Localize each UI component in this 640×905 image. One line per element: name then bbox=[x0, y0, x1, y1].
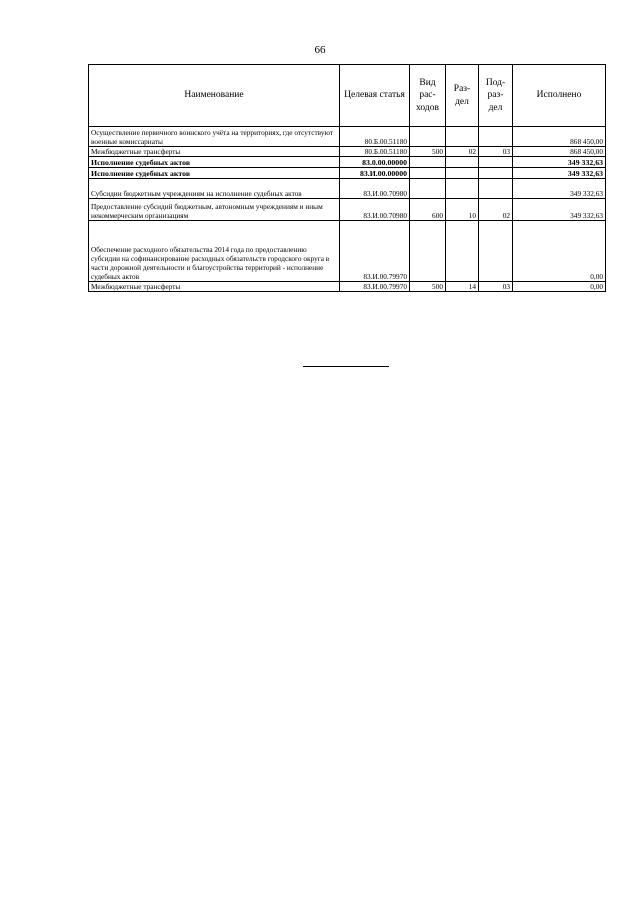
cell-section bbox=[446, 179, 479, 199]
cell-expense-type bbox=[410, 157, 446, 168]
page-number: 66 bbox=[314, 44, 326, 56]
cell-subsection: 03 bbox=[479, 282, 513, 292]
cell-name: Обеспечение расходного обязательства 2014 года по предоставлению субсидии на софинансирование расходных обязательств городского округа в части дорожной деятельности и благоустройства территорий - исполнение судебных актов bbox=[89, 221, 340, 282]
cell-executed: 349 332,63 bbox=[513, 157, 606, 168]
cell-executed: 349 332,63 bbox=[513, 179, 606, 199]
cell-subsection bbox=[479, 168, 513, 179]
cell-subsection bbox=[479, 157, 513, 168]
header-name: Наименование bbox=[89, 65, 340, 127]
cell-executed: 349 332,63 bbox=[513, 168, 606, 179]
cell-executed: 868 450,00 bbox=[513, 127, 606, 147]
table-row bbox=[89, 282, 606, 292]
cell-subsection: 03 bbox=[479, 147, 513, 157]
cell-executed: 0,00 bbox=[513, 221, 606, 282]
cell-executed: 349 332,63 bbox=[513, 199, 606, 221]
table-row bbox=[89, 221, 606, 282]
cell-expense-type bbox=[410, 127, 446, 147]
header-subsection: Под- раз- дел bbox=[479, 65, 513, 127]
cell-expense-type: 500 bbox=[410, 282, 446, 292]
table-row bbox=[89, 157, 606, 168]
table-row bbox=[89, 199, 606, 221]
cell-expense-type: 500 bbox=[410, 147, 446, 157]
cell-section bbox=[446, 168, 479, 179]
cell-target: 83.0.00.00000 bbox=[340, 157, 410, 168]
cell-name: Субсидии бюджетным учреждениям на исполнение судебных актов bbox=[89, 179, 340, 199]
cell-name: Межбюджетные трансферты bbox=[89, 147, 340, 157]
cell-expense-type bbox=[410, 221, 446, 282]
cell-section bbox=[446, 221, 479, 282]
cell-section: 14 bbox=[446, 282, 479, 292]
header-expense-type: Вид рас- ходов bbox=[410, 65, 446, 127]
cell-section: 02 bbox=[446, 147, 479, 157]
cell-target: 83.И.00.00000 bbox=[340, 168, 410, 179]
cell-executed: 0,00 bbox=[513, 282, 606, 292]
header-section: Раз- дел bbox=[446, 65, 479, 127]
cell-target: 80.Б.00.51180 bbox=[340, 127, 410, 147]
separator-line bbox=[303, 366, 389, 367]
budget-table bbox=[88, 64, 606, 292]
cell-target: 80.Б.00.51180 bbox=[340, 147, 410, 157]
cell-expense-type bbox=[410, 168, 446, 179]
cell-target: 83.И.00.70980 bbox=[340, 179, 410, 199]
cell-expense-type: 600 bbox=[410, 199, 446, 221]
cell-subsection bbox=[479, 221, 513, 282]
cell-target: 83.И.00.79970 bbox=[340, 221, 410, 282]
table-header-row bbox=[89, 65, 606, 127]
cell-name: Исполнение судебных актов bbox=[89, 168, 340, 179]
cell-subsection bbox=[479, 127, 513, 147]
header-target: Целевая статья bbox=[340, 65, 410, 127]
cell-expense-type bbox=[410, 179, 446, 199]
table-row bbox=[89, 179, 606, 199]
cell-name: Осуществление первичного воинского учёта на территориях, где отсутствуют военные комиссариаты bbox=[89, 127, 340, 147]
table-row bbox=[89, 127, 606, 147]
cell-subsection bbox=[479, 179, 513, 199]
cell-name: Межбюджетные трансферты bbox=[89, 282, 340, 292]
cell-name: Исполнение судебных актов bbox=[89, 157, 340, 168]
cell-subsection: 02 bbox=[479, 199, 513, 221]
table-row bbox=[89, 147, 606, 157]
cell-section: 10 bbox=[446, 199, 479, 221]
cell-section bbox=[446, 127, 479, 147]
table-row bbox=[89, 168, 606, 179]
cell-name: Предоставление субсидий бюджетным, автономным учреждениям и иным некоммерческим организациям bbox=[89, 199, 340, 221]
cell-executed: 868 450,00 bbox=[513, 147, 606, 157]
cell-target: 83.И.00.79970 bbox=[340, 282, 410, 292]
cell-section bbox=[446, 157, 479, 168]
header-executed: Исполнено bbox=[513, 65, 606, 127]
cell-target: 83.И.00.70980 bbox=[340, 199, 410, 221]
